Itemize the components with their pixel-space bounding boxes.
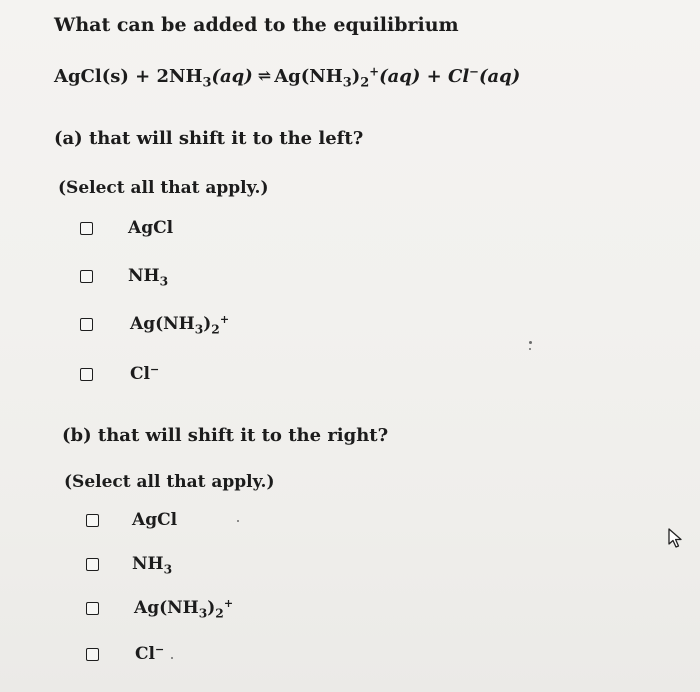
- equation-complex: Ag(NH: [274, 66, 343, 87]
- equation-complex-state: (aq) + Cl: [379, 66, 470, 87]
- part-b-option-cl[interactable]: [86, 644, 164, 664]
- screen-speck: [529, 341, 532, 344]
- option-label: Cl−: [130, 362, 160, 384]
- option-label: Cl−: [135, 642, 165, 664]
- part-b-prompt: (b) that will shift it to the right?: [62, 425, 389, 446]
- screen-speck: [237, 520, 239, 522]
- option-label: $Ag(NH_3)_2^+$: [134, 596, 234, 621]
- part-a-option-agcl[interactable]: [80, 218, 173, 238]
- equation-chloride-charge: −: [469, 64, 479, 79]
- equation-complex-charge: +: [369, 64, 380, 79]
- equilibrium-arrow-icon: ⇌: [257, 66, 272, 85]
- part-a-option-cl[interactable]: [80, 364, 159, 384]
- option-label: $NH_3$: [132, 554, 173, 577]
- option-label: $NH_3$: [128, 266, 169, 289]
- equation-complex-subscript-3: 3: [342, 75, 352, 91]
- part-a-select-note: (Select all that apply.): [58, 178, 269, 198]
- part-a-checkbox-nh3[interactable]: [80, 270, 93, 283]
- equation-chloride-state: (aq): [478, 66, 521, 87]
- equation-nh3-state: (aq): [211, 66, 253, 87]
- part-a-option-nh3[interactable]: [80, 266, 169, 289]
- part-a-checkbox-agcl[interactable]: [80, 222, 93, 235]
- equation-reactants: AgCl(s) + 2NH: [54, 66, 203, 87]
- equation-nh3-subscript: 3: [202, 75, 212, 91]
- part-b-option-agnh32[interactable]: [86, 596, 234, 621]
- part-a-option-agnh32[interactable]: [80, 312, 230, 337]
- part-b-option-agcl[interactable]: [86, 510, 177, 530]
- part-b-checkbox-agnh32[interactable]: [86, 602, 99, 615]
- question-title: What can be added to the equilibrium: [54, 14, 459, 36]
- screen-speck: [529, 348, 531, 350]
- part-b-checkbox-nh3[interactable]: [86, 558, 99, 571]
- part-b-select-note: (Select all that apply.): [64, 472, 275, 492]
- equilibrium-equation: [54, 64, 521, 91]
- option-label: AgCl: [128, 218, 174, 238]
- part-b-option-nh3[interactable]: [86, 554, 173, 577]
- option-label: $Ag(NH_3)_2^+$: [130, 312, 230, 337]
- screen-speck: [171, 657, 173, 659]
- mouse-pointer-icon: [666, 528, 684, 548]
- part-a-prompt: (a) that will shift it to the left?: [54, 128, 364, 149]
- part-a-checkbox-agnh32[interactable]: [80, 318, 93, 331]
- equation-complex-subscript-2: 2: [360, 75, 370, 91]
- part-a-checkbox-cl[interactable]: [80, 368, 93, 381]
- part-b-checkbox-agcl[interactable]: [86, 514, 99, 527]
- part-b-checkbox-cl[interactable]: [86, 648, 99, 661]
- option-label: AgCl: [132, 510, 178, 530]
- equation-complex-paren: ): [351, 66, 361, 87]
